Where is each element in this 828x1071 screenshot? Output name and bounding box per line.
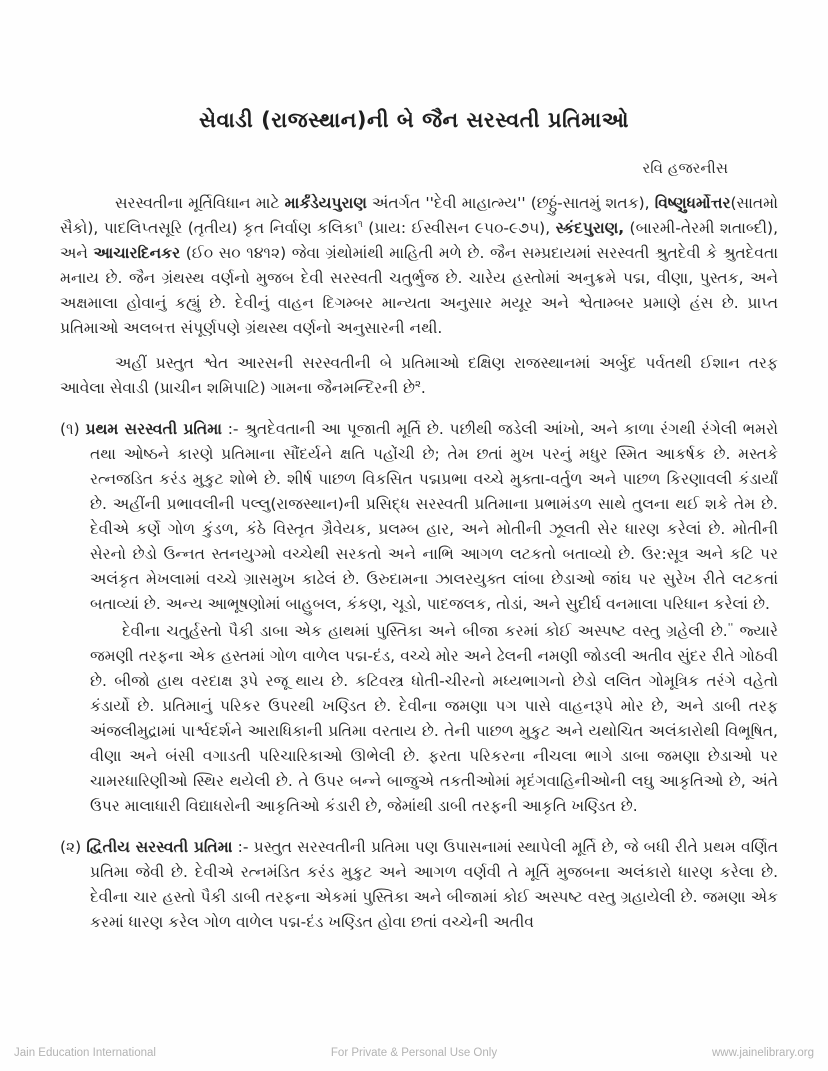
footer-publisher: Jain Education International bbox=[14, 1047, 156, 1059]
section-second-pratima: (૨) દ્વિતીય સરસ્વતી પ્રતિમા :- પ્રસ્તુત સરસ્વતીની પ્રતિમા પણ ઉપાસનામાં સ્થાપેલી મૂર્તિ છે, જે બધી રીતે પ્રથમ વર્ણિત પ્રતિમા જેવી છે. દેવીએ રત્નમંડિત કરંડ મુકુટ અને આગળ વર્ણવી તે મૂર્તિ મુજબના અલંકારો ધારણ કરેલા છે. દેવીના ચાર હસ્તો પૈકી ડાબી તરફના એકમાં પુસ્તિકા અને બીજામાં કોઈ અસ્પષ્ટ વસ્તુ ગ્રહાયેલી છે. જમણા એક કરમાં ધારણ કરેલ ગોળ વાળેલ પદ્મ-દંડ ખણ્ડિત હોવા છતાં વચ્ચેની અતીવ bbox=[60, 838, 778, 931]
footer-website: www.jainelibrary.org bbox=[711, 1047, 814, 1059]
scan-footer bbox=[0, 1047, 828, 1059]
author-name: રવિ હજરનીસ bbox=[642, 159, 728, 177]
article-title: સેવાડી (રાજસ્થાન)ની બે જૈન સરસ્વતી પ્રતિમાઓ bbox=[199, 108, 629, 132]
paragraph-location: અહીં પ્રસ્તુત શ્વેત આરસની સરસ્વતીની બે પ્રતિમાઓ દક્ષિણ રાજસ્થાનમાં અર્બુદ પર્વતથી ઈશાન તરફ આવેલા સેવાડી (પ્રાચીન શમિપાટિ) ગામના જૈનમન્દિરની છે$^૨$. bbox=[60, 354, 778, 397]
section-first-pratima: (૧) પ્રથમ સરસ્વતી પ્રતિમા :- શ્રુતદેવતાની આ પૂજાતી મૂર્તિ છે. પછીથી જડેલી આંખો, અને કાળા રંગથી રંગેલી ભમરો તથા ઓષ્ઠને કારણે પ્રતિમાના સૌંદર્યને ક્ષતિ પહોંચી છે; તેમ છતાં મુખ પરનું મધુર સ્મિત આકર્ષક છે. મસ્તકે રત્નજડિત કરંડ મુકુટ શોભે છે. શીર્ષ પાછળ વિકસિત પદ્મપ્રભા વચ્ચે મુક્તા-વર્તુળ અને પાછળ કિરણાવલી કંડાર્યાં છે. અહીંની પ્રભાવલીની પલ્લુ(રાજસ્થાન)ની પ્રસિદ્ધ સરસ્વતી પ્રતિમાના પ્રભામંડળ સાથે તુલના થઈ શકે તેમ છે. દેવીએ કર્ણે ગોળ કુંડળ, કંઠે વિસ્તૃત ગ્રૈવેયક, પ્રલમ્બ હાર, અને મોતીની ઝૂલતી સેર ધારણ કરેલાં છે. મોતીની સેરનો છેડો ઉન્નત સ્તનયુગ્મો વચ્ચેથી સરકતો અને નાભિ આગળ લટકતો બતાવ્યો છે. ઉર:સૂત્ર અને કટિ પર અલંકૃત મેખલામાં વચ્ચે ગ્રાસમુખ કાઢેલં છે. ઉરુદામના ઝાલરયુક્ત લાંબા છેડાઓ જાંઘ પર સુરેખ રીતે લટકતાં બતાવ્યાં છે. અન્ય આભૂષણોમાં બાહુબલ, કંકણ, ચૂડો, પાદજલક, તોડાં, અને સુદીર્ઘ વનમાલા પરિધાન કરેલાં છે. bbox=[60, 420, 779, 613]
footer-usage-note: For Private & Personal Use Only bbox=[330, 1047, 498, 1059]
paragraph-intro-sources: સરસ્વતીના મૂર્તિવિધાન માટે માર્કંડેયપુરાણ અંતર્ગત ''દેવી માહાત્મ્ય'' (છઠ્ઠું-સાતમું શતક), વિષ્ણુધર્મોત્તર(સાતમો સૈકો), પાદલિપ્તસૂરિ (તૃતીય) કૃત નિર્વાણ કલિકા$^૧$ (પ્રાય: ઈસ્વીસન ૯૫૦-૯૭૫), સ્કંદપુરાણ, (બારમી-તેરમી શતાબ્દી), અને આચારદિનકર (ઈ૦ સ૦ ૧૪૧૨) જેવા ગ્રંથોમાંથી માહિતી મળે છે. જૈન સમ્પ્રદાયમાં સરસ્વતી શ્રુતદેવી કે શ્રુતદેવતા મનાય છે. જૈન ગ્રંથસ્થ વર્ણનો મુજબ દેવી સરસ્વતી ચતુર્ભુજ છે. ચારેય હસ્તોમાં અનુક્રમે પદ્મ, વીણા, પુસ્તક, અને અક્ષમાલા હોવાનું કહ્યું છે. દેવીનું વાહન દિગમ્બર માન્યતા અનુસાર મયૂર અને શ્વેતામ્બર પ્રમાણે હંસ છે. પ્રાપ્ત પ્રતિમાઓ અલબત્ત સંપૂર્ણપણે ગ્રંથસ્થ વર્ણનો અનુસારની નથી. bbox=[60, 194, 779, 337]
section-first-pratima-detail: દેવીના ચતુર્હસ્તો પૈકી ડાબા એક હાથમાં પુસ્તિકા અને બીજા કરમાં કોઈ અસ્પષ્ટ વસ્તુ ગ્રહેલી છે.'' જ્યારે જમણી તરફના એક હસ્તમાં ગોળ વાળેલ પદ્મ-દંડ, વચ્ચે મોર અને ઢેલની નમણી જોડલી અતીવ સુંદર રીતે ગોઠવી છે. બીજો હાથ વરદાક્ષ રૂપે રજૂ થાય છે. કટિવસ્ત્ર ધોતી-ચીરનો મધ્યભાગનો છેડો લલિત ગોમૂત્રિક તરંગે વહેતો કંડાર્યો છે. પ્રતિમાનું પરિકર ઉપરથી ખણ્ડિત છે. દેવીના જમણા પગ પાસે વાહનરૂપે મોર છે, અને ડાબી તરફ અંજલીમુદ્રામાં પાર્શ્વદર્શને આરાધિકાની પ્રતિમા વરતાય છે. તેની પાછળ મુકુટ અને યથોચિત અલંકારોથી વિભૂષિત, વીણા અને બંસી વગાડતી પરિચારિકાઓ ઊભેલી છે. ફરતા પરિકરના નીચલા ભાગે ડાબા જમણા છેડાઓ પર ચામરધારિણીઓ સ્થિર થયેલી છે. તે ઉપર બન્ને બાજુએ તકતીઓમાં મૃદંગવાહિનીઓની લઘુ આકૃતિઓ છે, અંતે ઉપર માલાધારી વિદ્યાધરોની આકૃતિઓ કંડારી છે, જેમાંથી ડાબી તરફની આકૃતિ ખણ્ડિત છે. bbox=[90, 621, 778, 815]
article-body bbox=[60, 191, 778, 935]
